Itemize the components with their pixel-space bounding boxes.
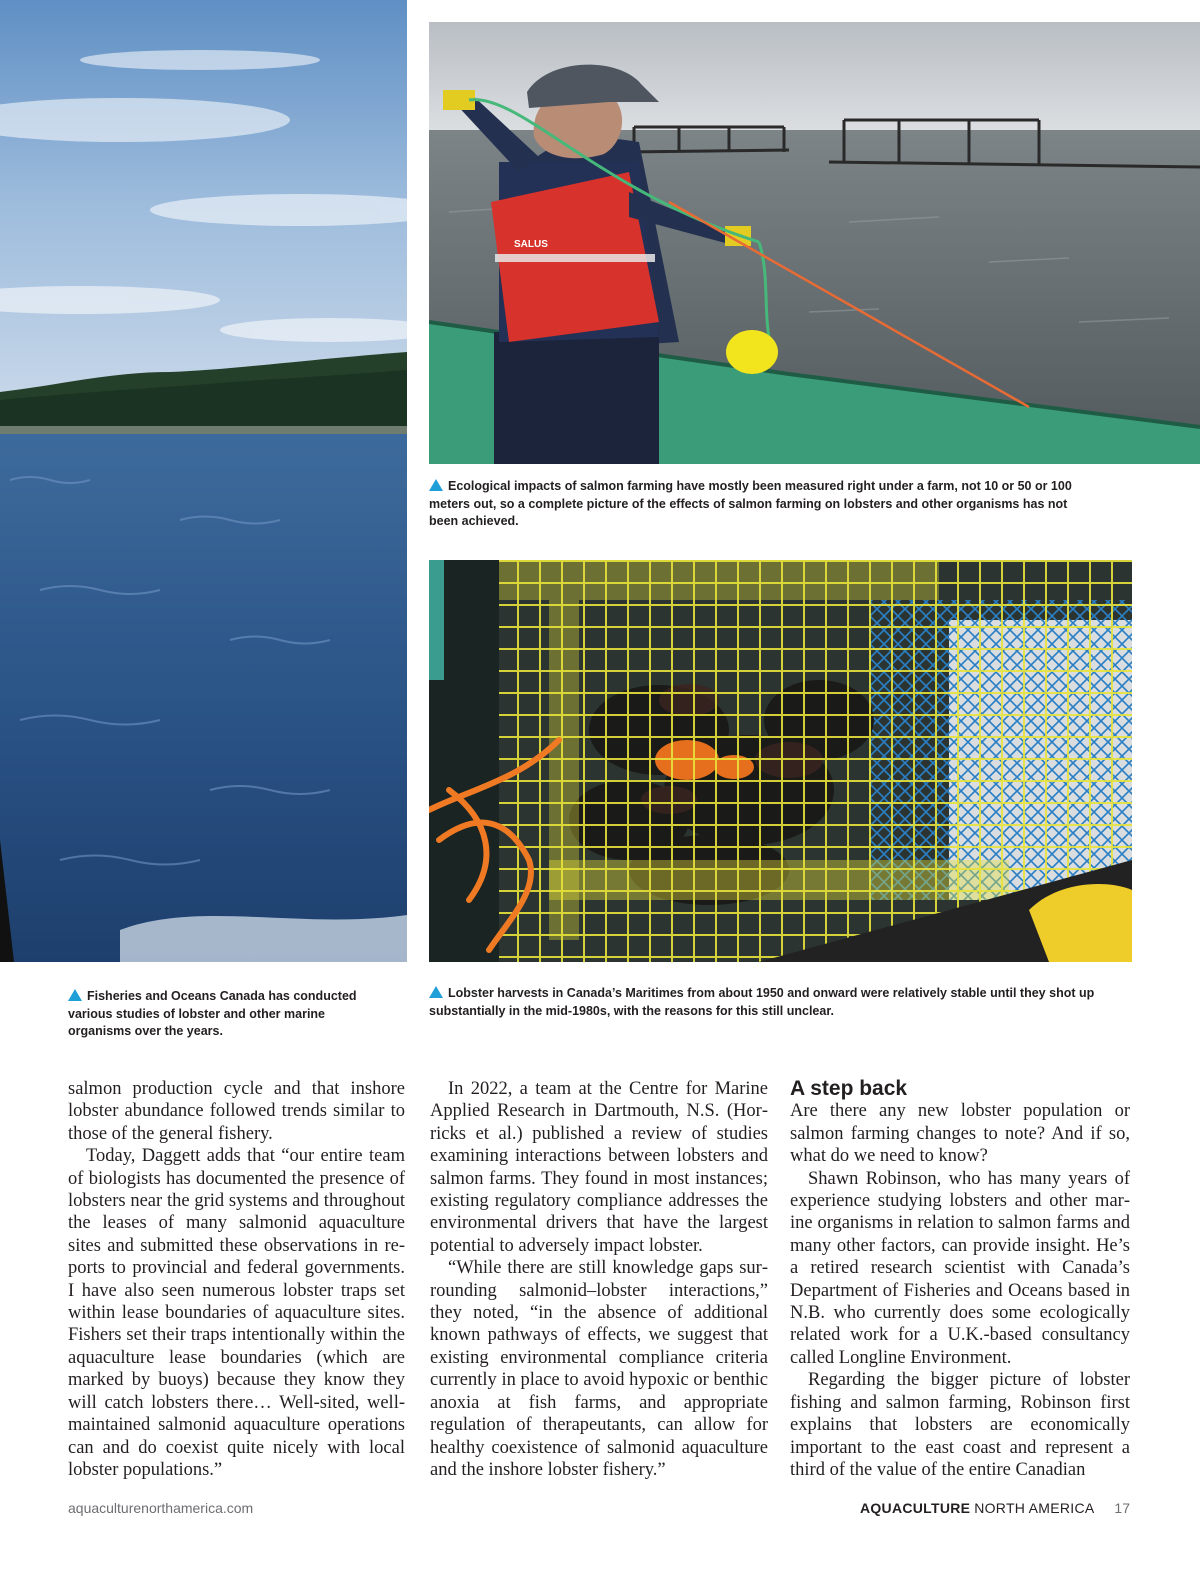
triangle-up-icon — [429, 986, 443, 998]
section-heading: A step back — [790, 1077, 908, 1100]
caption-left-text: Fisheries and Oceans Canada has conducted various studies of lobster and other marine organisms over the years. — [68, 989, 357, 1038]
caption-top-photo — [429, 478, 1089, 531]
footer-brand-light: NORTH AMERICA — [974, 1500, 1095, 1516]
paragraph: Today, Daggett adds that “our entire team of biologists has documented the presence of lobsters near the grid systems and throughout the leases of many salmonid aquaculture sites and submitted these observations in reports to provincial and federal governments. I have also seen numerous lobster traps set within lease boundaries of aquaculture sites. Fishers set their traps intentionally within the aquaculture lease boundaries (which are marked by buoys) because they know they will catch lobsters there… Well-sited, well-maintained salmonid aquaculture operations can and do coexist quite nicely with local lobster populations.” — [68, 1146, 405, 1480]
paragraph: Shawn Robinson, who has many years of experience studying lobsters and other marine organisms in relation to salmon farms and many other factors, can provide insight. He’s a retired research scientist with Canada’s Department of Fisheries and Oceans based in N.B. who currently does some ecologically related work for a U.K.-based consultancy called Longline Environment. — [790, 1168, 1130, 1368]
footer-website-link[interactable]: aquaculturenorthamerica.com — [68, 1500, 254, 1516]
footer-masthead — [860, 1500, 1130, 1516]
footer-brand-bold: AQUACULTURE — [859, 1500, 971, 1516]
article-column-1 — [68, 1078, 405, 1481]
paragraph: In 2022, a team at the Centre for Marine Applied Research in Dartmouth, N.S. (Horricks et al.) published a review of studies examining interactions between lobsters and salmon farms. They found in most instances; existing regulatory compliance addresses the environmental drivers that have the largest potential to adversely impact lobster. — [430, 1079, 768, 1256]
photo-lobster-trap — [429, 560, 1132, 962]
caption-bottom-text: Lobster harvests in Canada’s Maritimes from about 1950 and onward were relatively stable until they shot up substantially in the mid-1980s, with the reasons for this still unclear. — [429, 986, 1095, 1018]
paragraph: “While there are still knowledge gaps surrounding salmonid–lobster interactions,” they noted, “in the absence of additional known pathways of effects, we suggest that existing environmental compliance criteria currently in place to avoid hypoxic or benthic anoxia at fish farms, and appropriate regulation of therapeutants, can allow for healthy coexistence of salmonid aquaculture and the inshore lobster fishery.” — [430, 1258, 768, 1480]
boat-buoy-illustration — [429, 22, 1200, 464]
caption-bottom-photo — [429, 985, 1129, 1020]
paragraph: Regarding the bigger picture of lobster fishing and salmon farming, Robinson first explains that lobsters are economically important to the east coast and represent a third of the value of the entire Canadian — [790, 1370, 1130, 1480]
sea-shoreline-illustration — [0, 0, 407, 962]
article-column-3 — [790, 1078, 1130, 1481]
triangle-up-icon — [429, 479, 443, 491]
page-number: 17 — [1114, 1500, 1130, 1516]
article-column-2 — [430, 1078, 768, 1481]
triangle-up-icon — [68, 989, 82, 1001]
paragraph: Are there any new lobster population or salmon farming changes to note? And if so, what do we need to know? — [790, 1101, 1130, 1167]
paragraph: salmon production cycle and that inshore lobster abundance followed trends similar to those of the general fishery. — [68, 1079, 405, 1144]
lobster-trap-illustration — [429, 560, 1132, 962]
photo-man-pulling-buoy — [429, 22, 1200, 464]
vest-brand-text: SALUS — [514, 239, 548, 250]
caption-left-photo — [68, 988, 378, 1041]
caption-top-text: Ecological impacts of salmon farming have mostly been measured right under a farm, not 10 or 50 or 100 meters out, so a complete picture of the effects of salmon farming on lobsters and other organisms has not been achieved. — [429, 479, 1072, 528]
photo-sea-shoreline — [0, 0, 407, 962]
